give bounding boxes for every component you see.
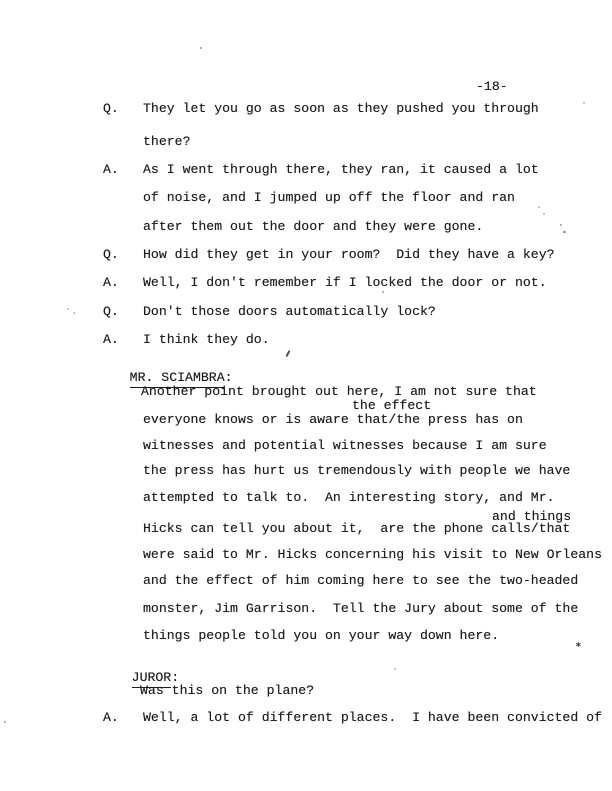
- question-text: How did they get in your room? Did they have a key?: [143, 247, 555, 262]
- scan-speck: [73, 312, 75, 314]
- answer-text: As I went through there, they ran, it caused a lot: [143, 162, 539, 177]
- wrapped-text-line: witnesses and potential witnesses because I am sure: [143, 438, 547, 453]
- question-text: Don't those doors automatically lock?: [143, 304, 436, 319]
- answer-text: Well, I don't remember if I locked the door or not.: [143, 275, 547, 290]
- paragraph-first-line: Was this on the plane?: [140, 683, 315, 698]
- scan-speck: [200, 47, 202, 49]
- question-label: Q.: [103, 101, 119, 116]
- wrapped-text-line: the press has hurt us tremendously with people we have: [143, 463, 571, 478]
- question-text: They let you go as soon as they pushed you through: [143, 101, 539, 116]
- scan-speck: [583, 102, 585, 104]
- inserted-correction: the effect: [352, 398, 432, 413]
- scan-speck: [543, 213, 545, 215]
- scan-speck: [4, 721, 6, 723]
- question-label: Q.: [103, 247, 119, 262]
- scan-speck: [394, 668, 396, 670]
- answer-text: I think they do.: [143, 332, 270, 347]
- answer-label: A.: [103, 275, 119, 290]
- answer-text: Well, a lot of different places. I have been convicted of: [143, 710, 602, 725]
- wrapped-text-line: everyone knows or is aware that/the press has on: [143, 412, 523, 427]
- speaker-colon: :: [171, 670, 180, 685]
- wrapped-text-line: after them out the door and they were gone.: [143, 219, 484, 234]
- wrapped-text-line: things people told you on your way down here.: [143, 628, 500, 643]
- speaker-name: JUROR: [132, 670, 172, 688]
- scan-speck: [538, 206, 540, 208]
- page-number: -18-: [476, 79, 508, 94]
- answer-label: A.: [103, 710, 119, 725]
- question-label: Q.: [103, 304, 119, 319]
- speaker-name: MR. SCIAMBRA: [130, 370, 225, 388]
- scan-speck: [560, 224, 562, 226]
- stray-pen-tick: [285, 350, 290, 357]
- scan-speck: [563, 231, 566, 233]
- wrapped-text-line: and the effect of him coming here to see the two-headed: [143, 573, 579, 588]
- wrapped-text-line: monster, Jim Garrison. Tell the Jury about some of the: [143, 601, 579, 616]
- inserted-correction: and things: [492, 509, 572, 524]
- answer-label: A.: [103, 162, 119, 177]
- stray-pen-mark: ∗: [575, 640, 582, 652]
- scan-speck: [382, 291, 384, 293]
- paragraph-first-line: Another point brought out here, I am not sure that: [141, 384, 537, 399]
- speaker-colon: :: [224, 370, 233, 385]
- scan-speck: [67, 308, 69, 310]
- wrapped-text-line: attempted to talk to. An interesting story, and Mr.: [143, 490, 555, 505]
- wrapped-text-line: of noise, and I jumped up off the floor and ran: [143, 190, 515, 205]
- answer-label: A.: [103, 332, 119, 347]
- wrapped-text-line: there?: [143, 134, 191, 149]
- wrapped-text-line: Hicks can tell you about it, are the phone calls/that: [143, 521, 571, 536]
- wrapped-text-line: were said to Mr. Hicks concerning his visit to New Orleans: [143, 547, 602, 562]
